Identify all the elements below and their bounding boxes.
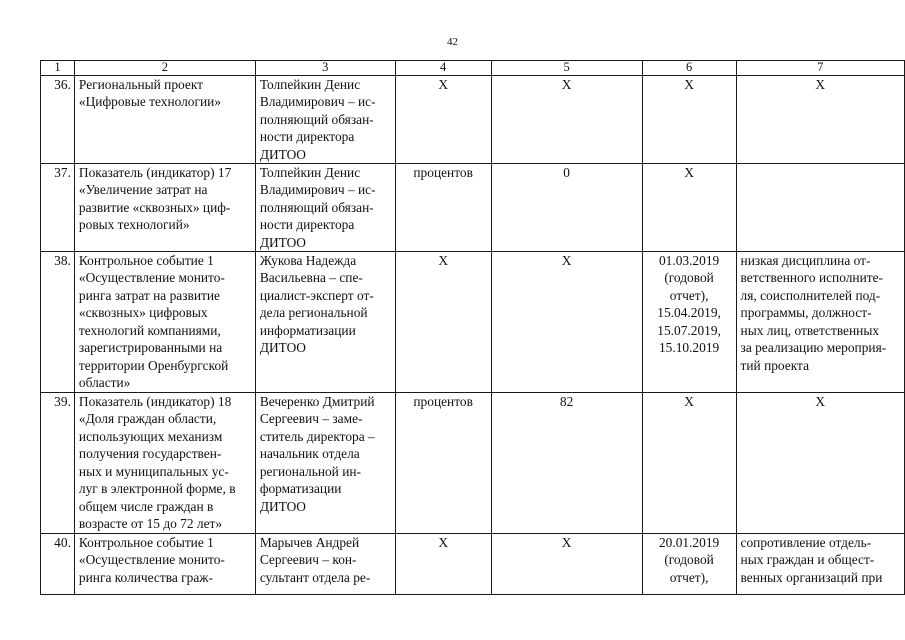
event-name-cell-line: Показатель (индикатор) 17 xyxy=(78,165,232,181)
responsible-cell-line: Владимирович – ис- xyxy=(259,94,376,110)
risk-cell xyxy=(736,164,904,252)
event-name-cell-line: получения государствен- xyxy=(78,446,222,462)
unit-cell: процентов xyxy=(395,393,491,534)
event-name-cell-line: ных и муниципальных ус- xyxy=(78,463,229,479)
event-name-cell-line: Контрольное событие 1 xyxy=(78,535,214,551)
header-cell: 7 xyxy=(736,61,904,76)
responsible-cell xyxy=(255,76,395,164)
risk-cell xyxy=(736,393,904,534)
deadline-cell-line: (годовой xyxy=(664,552,714,568)
event-name-cell-line: «Осуществление монито- xyxy=(78,552,225,568)
responsible-cell xyxy=(255,252,395,393)
event-name-cell-line: Контрольное событие 1 xyxy=(78,253,214,269)
event-name-cell-line: Показатель (индикатор) 18 xyxy=(78,394,232,410)
risk-cell xyxy=(736,252,904,393)
deadline-cell-line: отчет), xyxy=(669,569,709,585)
responsible-cell-line: Жукова Надежда xyxy=(259,253,357,269)
responsible-cell xyxy=(255,164,395,252)
deadline-cell xyxy=(642,76,736,164)
table-row xyxy=(41,534,905,595)
event-name-cell-line: области» xyxy=(78,374,131,390)
risk-cell-line: X xyxy=(815,394,826,410)
responsible-cell xyxy=(255,393,395,534)
responsible-cell-line: ности директора xyxy=(259,217,355,233)
responsible-cell-line: Сергеевич – заме- xyxy=(259,411,363,427)
responsible-cell-line: Марычев Андрей xyxy=(259,535,360,551)
responsible-cell-line: ДИТОО xyxy=(259,146,306,162)
deadline-cell-line: 15.07.2019, xyxy=(657,322,721,338)
responsible-cell-line: информатизации xyxy=(259,322,356,338)
table-row xyxy=(41,76,905,164)
event-name-cell-line: зарегистрированными на xyxy=(78,340,223,356)
event-name-cell-line: «Цифровые технологии» xyxy=(78,94,222,110)
risk-cell-line: венных организаций при xyxy=(740,569,883,585)
event-name-cell-line: «Увеличение затрат на xyxy=(78,182,208,198)
risk-cell-line: ля, соисполнителей под- xyxy=(740,287,881,303)
event-name-cell xyxy=(74,252,255,393)
event-name-cell xyxy=(74,393,255,534)
deadline-cell xyxy=(642,534,736,595)
deadline-cell-line: 01.03.2019 xyxy=(658,253,720,269)
event-name-cell-line: «Доля граждан области, xyxy=(78,411,217,427)
event-name-cell-line: ринга затрат на развитие xyxy=(78,287,220,303)
deadline-cell-line: 15.04.2019, xyxy=(657,305,721,321)
responsible-cell-line: региональной ин- xyxy=(259,463,361,479)
risk-cell-line: ных граждан и общест- xyxy=(740,552,875,568)
responsible-cell xyxy=(255,534,395,595)
responsible-cell-line: ДИТОО xyxy=(259,234,306,250)
responsible-cell-line: ДИТОО xyxy=(259,340,306,356)
responsible-cell-line: Васильевна – спе- xyxy=(259,270,363,286)
risk-cell-line: X xyxy=(815,77,826,92)
unit-cell: процентов xyxy=(395,164,491,252)
deadline-cell-line: (годовой xyxy=(664,270,714,286)
deadline-cell-line: X xyxy=(684,165,694,181)
risk-cell-line: ветственного исполните- xyxy=(740,270,884,286)
responsible-cell-line: начальник отдела xyxy=(259,446,360,462)
event-name-cell-line: общем числе граждан в xyxy=(78,498,214,514)
header-cell: 6 xyxy=(642,61,736,76)
plan-table xyxy=(40,60,905,595)
risk-cell-line: низкая дисциплина от- xyxy=(740,253,871,269)
event-name-cell-line: технологий компаниями, xyxy=(78,322,221,338)
deadline-cell-line: 20.01.2019 xyxy=(658,535,720,551)
deadline-cell xyxy=(642,393,736,534)
header-cell: 4 xyxy=(395,61,491,76)
deadline-cell xyxy=(642,164,736,252)
value-cell: 0 xyxy=(491,164,642,252)
event-name-cell-line: «сквозных» цифровых xyxy=(78,305,208,321)
page-number: 42 xyxy=(447,36,458,48)
responsible-cell-line: ДИТОО xyxy=(259,498,306,514)
risk-cell-line: ных лиц, ответственных xyxy=(740,322,880,338)
responsible-cell-line: Владимирович – ис- xyxy=(259,182,376,198)
row-number-cell: 37. xyxy=(41,164,75,252)
unit-cell: X xyxy=(395,534,491,595)
responsible-cell-line: ности директора xyxy=(259,129,355,145)
responsible-cell-line: циалист-эксперт от- xyxy=(259,287,374,303)
event-name-cell-line: «Осуществление монито- xyxy=(78,270,225,286)
risk-cell xyxy=(736,534,904,595)
event-name-cell-line: развитие «сквозных» циф- xyxy=(78,199,231,215)
table-row xyxy=(41,252,905,393)
responsible-cell-line: Вечеренко Дмитрий xyxy=(259,394,375,410)
risk-cell-line: за реализацию мероприя- xyxy=(740,340,887,356)
value-cell: X xyxy=(491,252,642,393)
responsible-cell-line: ститель директора – xyxy=(259,428,375,444)
event-name-cell-line: использующих механизм xyxy=(78,428,223,444)
event-name-cell xyxy=(74,534,255,595)
deadline-cell-line: X xyxy=(684,77,694,92)
responsible-cell-line: Толпейкин Денис xyxy=(259,165,361,181)
unit-cell: X xyxy=(395,252,491,393)
header-row xyxy=(41,61,905,76)
event-name-cell xyxy=(74,164,255,252)
responsible-cell-line: форматизации xyxy=(259,481,342,497)
value-cell: X xyxy=(491,76,642,164)
header-cell: 3 xyxy=(255,61,395,76)
risk-cell xyxy=(736,76,904,164)
deadline-cell-line: X xyxy=(684,394,694,410)
header-cell: 2 xyxy=(74,61,255,76)
responsible-cell-line: полняющий обязан- xyxy=(259,199,374,215)
responsible-cell-line: сультант отдела ре- xyxy=(259,569,371,585)
value-cell: 82 xyxy=(491,393,642,534)
value-cell: X xyxy=(491,534,642,595)
table-row xyxy=(41,393,905,534)
risk-cell-line: сопротивление отдель- xyxy=(740,535,872,551)
responsible-cell-line: полняющий обязан- xyxy=(259,111,374,127)
table-row xyxy=(41,164,905,252)
deadline-cell-line: отчет), xyxy=(669,287,709,303)
deadline-cell-line: 15.10.2019 xyxy=(658,340,720,356)
event-name-cell-line: Региональный проект xyxy=(78,77,204,92)
event-name-cell-line: луг в электронной форме, в xyxy=(78,481,236,497)
deadline-cell xyxy=(642,252,736,393)
header-cell: 5 xyxy=(491,61,642,76)
responsible-cell-line: Толпейкин Денис xyxy=(259,77,361,92)
unit-cell: X xyxy=(395,76,491,164)
risk-cell-line: тий проекта xyxy=(740,357,810,373)
row-number-cell: 40. xyxy=(41,534,75,595)
header-cell: 1 xyxy=(41,61,75,76)
row-number-cell: 36. xyxy=(41,76,75,164)
row-number-cell: 38. xyxy=(41,252,75,393)
risk-cell-line: программы, должност- xyxy=(740,305,872,321)
event-name-cell-line: ровых технологий» xyxy=(78,217,190,233)
event-name-cell-line: возрасте от 15 до 72 лет» xyxy=(78,515,223,531)
responsible-cell-line: Сергеевич – кон- xyxy=(259,552,357,568)
event-name-cell-line: территории Оренбургской xyxy=(78,357,229,373)
row-number-cell: 39. xyxy=(41,393,75,534)
responsible-cell-line: дела региональной xyxy=(259,305,368,321)
event-name-cell xyxy=(74,76,255,164)
event-name-cell-line: ринга количества граж- xyxy=(78,569,214,585)
